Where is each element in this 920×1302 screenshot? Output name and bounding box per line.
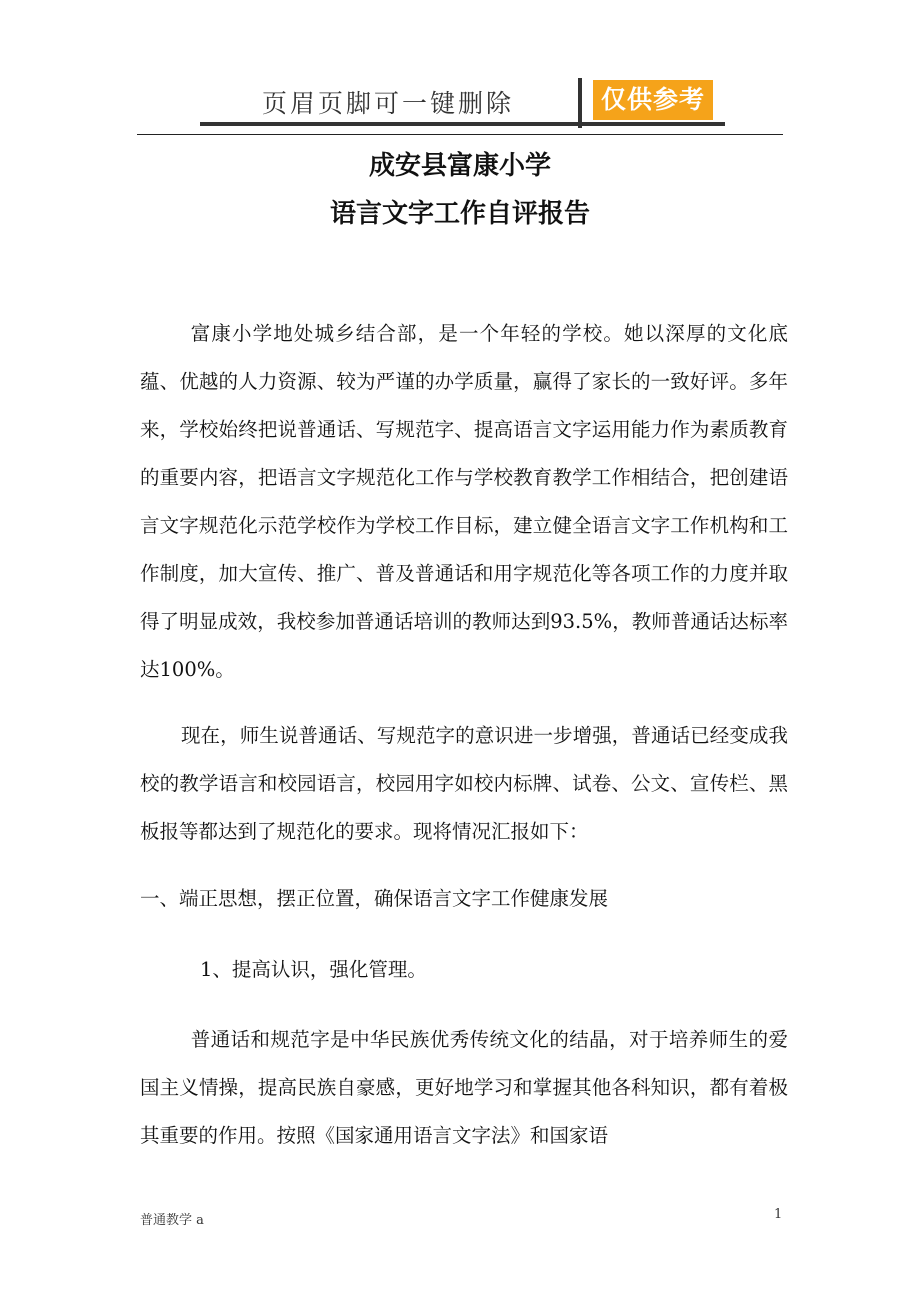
body-paragraph-2: 现在，师生说普通话、写规范字的意识进一步增强，普通话已经变成我校的教学语言和校园语言，校园用字如校内标牌、试卷、公文、宣传栏、黑板报等都达到了规范化的要求。现将情况汇报如下： (140, 724, 788, 843)
report-title: 语言文字工作自评报告 (329, 199, 590, 229)
header-divider (578, 78, 582, 128)
header-rule (137, 134, 783, 135)
page-number: 1 (774, 1207, 783, 1222)
header-watermark-text: 页眉页脚可一键删除 (262, 89, 515, 118)
body-paragraph-1: 富康小学地处城乡结合部，是一个年轻的学校。她以深厚的文化底蕴、优越的人力资源、较为严谨的办学质量，赢得了家长的一致好评。多年来，学校始终把说普通话、写规范字、提高语言文字运用能力作为素质教育的重要内容，把语言文字规范化工作与学校教育教学工作相结合，把创建语言文字规范化示范学校作为学校工作目标，建立健全语言文字工作机构和工作制度，加大宣传、推广、普及普通话和用字规范化等各项工作的力度并取得了明显成效，我校参加普通话培训的教师达到93.5%，教师普通话达标率达100%。 (140, 322, 788, 681)
section-heading-1: 一、端正思想，摆正位置，确保语言文字工作健康发展 (140, 887, 609, 910)
school-name-title: 成安县富康小学 (368, 151, 551, 181)
subsection-heading-1: 1、提高认识，强化管理。 (200, 958, 427, 981)
footer-label: 普通教学 a (140, 1213, 204, 1228)
header-bar (200, 122, 725, 126)
reference-only-stamp: 仅供参考 (593, 80, 713, 120)
body-paragraph-3: 普通话和规范字是中华民族优秀传统文化的结晶，对于培养师生的爱国主义情操，提高民族自豪感，更好地学习和掌握其他各科知识，都有着极其重要的作用。按照《国家通用语言文字法》和国家语 (140, 1028, 788, 1147)
